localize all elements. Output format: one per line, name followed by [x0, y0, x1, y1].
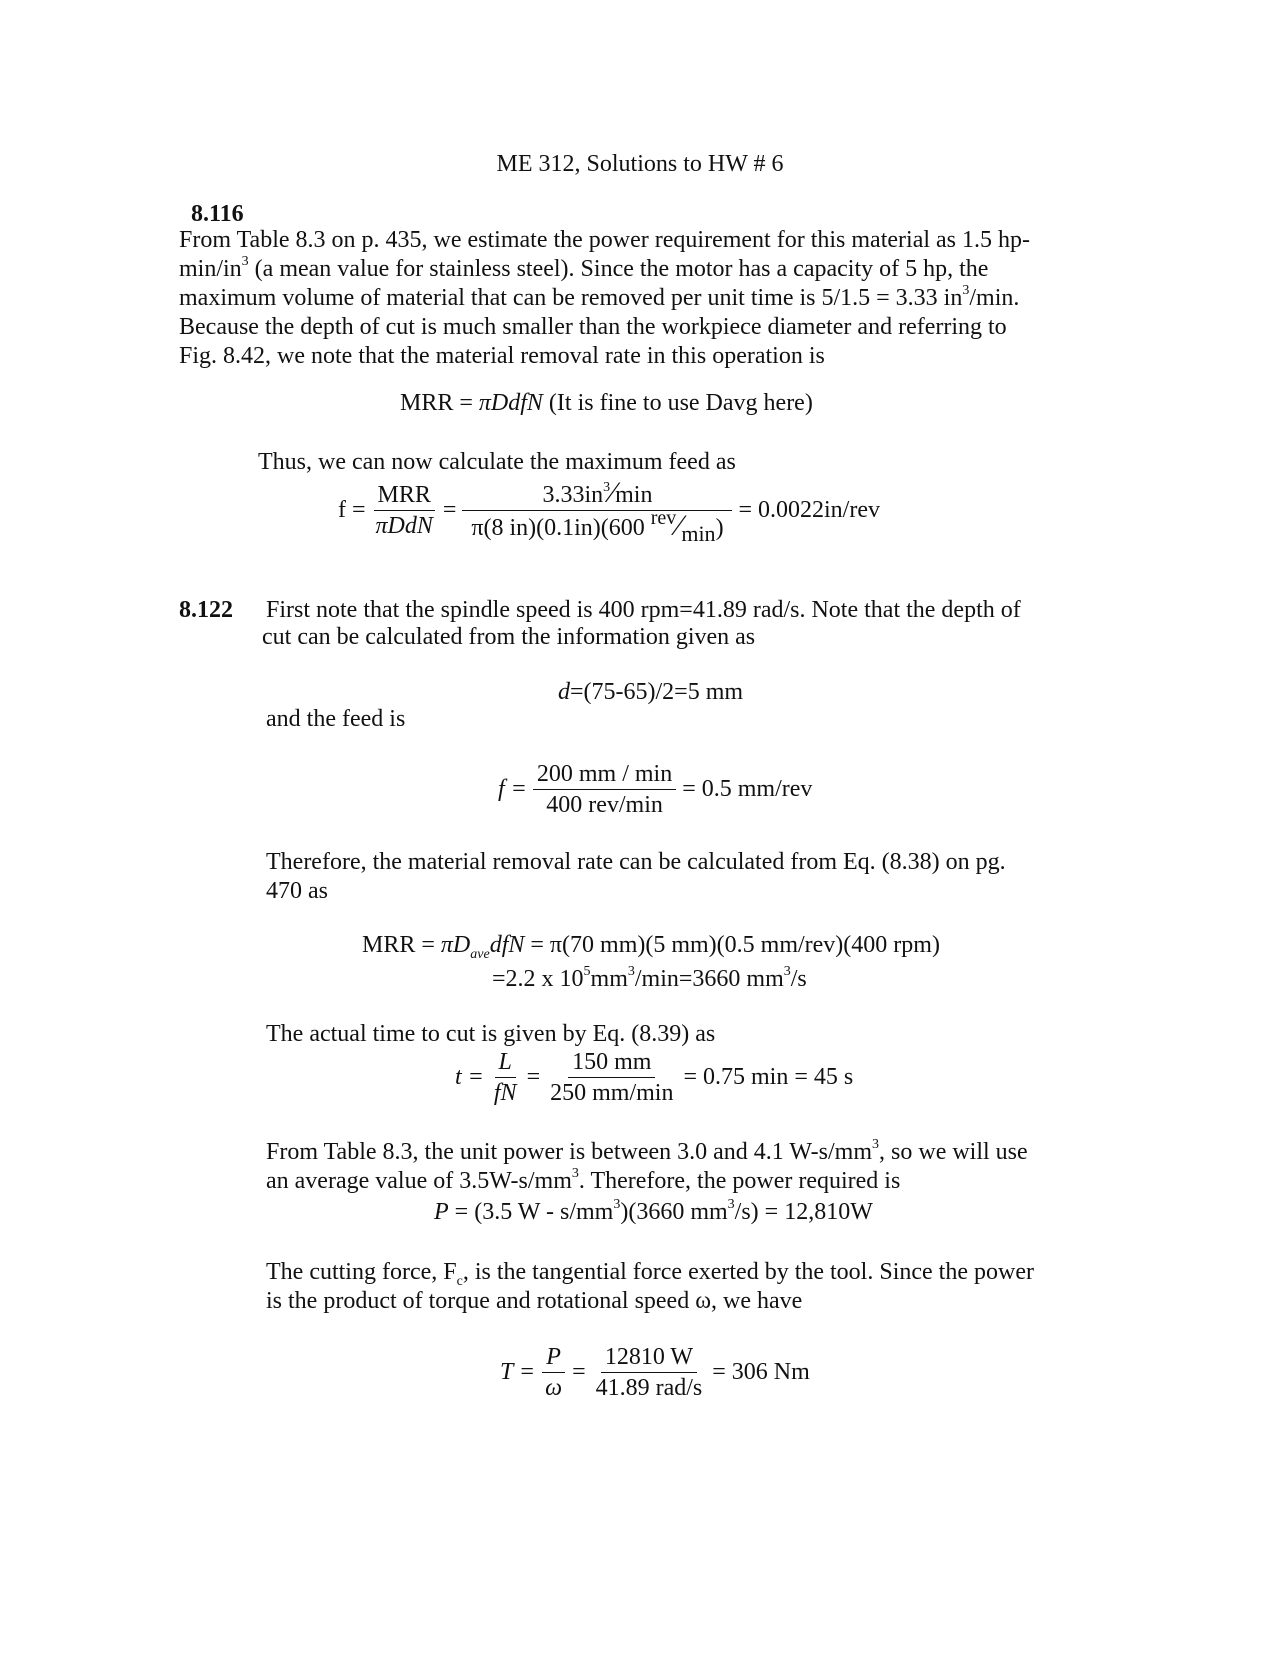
fraction: $\frac{200 mm / \min}{\text{400 rev/min}}$ — [533, 759, 676, 820]
time-intro: The actual time to cut is given by Eq. (8.39) as — [266, 1021, 716, 1047]
torque-equation: T = $\frac{P}{\omega}$ = $\frac{12810 W}{\text{41.89 rad/s}}$ = 306 Nm — [500, 1344, 810, 1401]
problem-8-122-intro-2: cut can be calculated from the information given as — [262, 624, 756, 650]
problem-heading-8-122: 8.122 — [179, 597, 233, 623]
mrr-intro: Therefore, the material removal rate can be calculated from Eq. (8.38) on pg. 470 as — [266, 849, 1006, 904]
feed-intro: and the feed is — [266, 706, 406, 732]
time-equation: t = $\frac{L}{fN}$ = $\frac{150 mm}{250 mm/\min}$ = 0.75 min = 45 s — [455, 1049, 854, 1106]
fraction: $\frac{12810 W}{\text{41.89 rad/s}}$ — [595, 1344, 703, 1401]
fraction: $\frac{150 mm}{250 mm/\min}$ — [550, 1049, 674, 1106]
fraction: $\frac{3.33in^3⁄\min}{\pi(8 in)(0.1in)(600 ^{rev}⁄_{min})}$ — [462, 478, 732, 543]
text-line: maximum volume of material that can be removed per unit time is 5/1.5 = 3.33 $in^3/\min$. — [179, 283, 1020, 311]
problem-8-116-text — [179, 226, 1035, 371]
text-line: From Table 8.3 on p. 435, we estimate the power requirement for this material as 1.5 hp- — [179, 227, 1030, 253]
text-line: $\min/in^3$ (a mean value for stainless steel). Since the motor has a capacity of 5 hp, the — [179, 254, 989, 282]
power-equation: P = (3.5 W - $s/mm^3)(3660$ $mm^3/s) = 12,810W$ — [434, 1197, 873, 1225]
problem-heading-8-116: 8.116 — [191, 201, 244, 227]
page-title: ME 312, Solutions to HW # 6 — [496, 151, 784, 177]
feed-equation-8-116: f = $\frac{\text{MRR}}{\text{πDdN}}$ = $\frac{3.33in^3⁄\min}{\pi(8 in)(0.1in)(600 ^{rev}⁄_{min})}$ = 0.0022in/rev — [338, 476, 880, 546]
power-text: From Table 8.3, the unit power is between 3.0 and 4.1 $W-s/mm^3$, so we will use an average value of $3.5W-s/mm^3$. Therefore, the power required is — [266, 1137, 1028, 1194]
mrr-result: =2.2 x $10^5mm^3/\min=3660$ $mm^3/s$ — [492, 964, 807, 992]
depth-equation: d=(75-65)/2=5 mm — [558, 679, 744, 705]
fraction: $\frac{\text{MRR}}{\text{πDdN}}$ — [375, 482, 433, 539]
fraction: $\frac{L}{fN}$ — [493, 1049, 517, 1106]
feed-equation-8-122: f = $\frac{200 mm / \min}{\text{400 rev/min}}$ = 0.5 mm/rev — [498, 761, 813, 818]
text-line: Because the depth of cut is much smaller than the workpiece diameter and referring to — [179, 314, 1007, 340]
fraction: $\frac{P}{\omega}$ — [541, 1342, 566, 1403]
mrr-equation-8-116: MRR = πDdfN (It is fine to use Davg here) — [400, 390, 813, 416]
mrr-equation-8-122: MRR = $\pi D_{ave}dfN = \pi(70$ mm)(5 mm)(0.5 mm/rev)(400 rpm) — [362, 932, 940, 962]
thus-text: Thus, we can now calculate the maximum feed as — [258, 449, 736, 475]
force-text: The cutting force, $F_c$, is the tangential force exerted by the tool. Since the power is the product of torque and rotational speed ω, we have — [266, 1259, 1034, 1314]
text-line: Fig. 8.42, we note that the material removal rate in this operation is — [179, 343, 825, 369]
problem-8-122-intro: First note that the spindle speed is 400 rpm=41.89 rad/s. Note that the depth of — [266, 597, 1021, 623]
